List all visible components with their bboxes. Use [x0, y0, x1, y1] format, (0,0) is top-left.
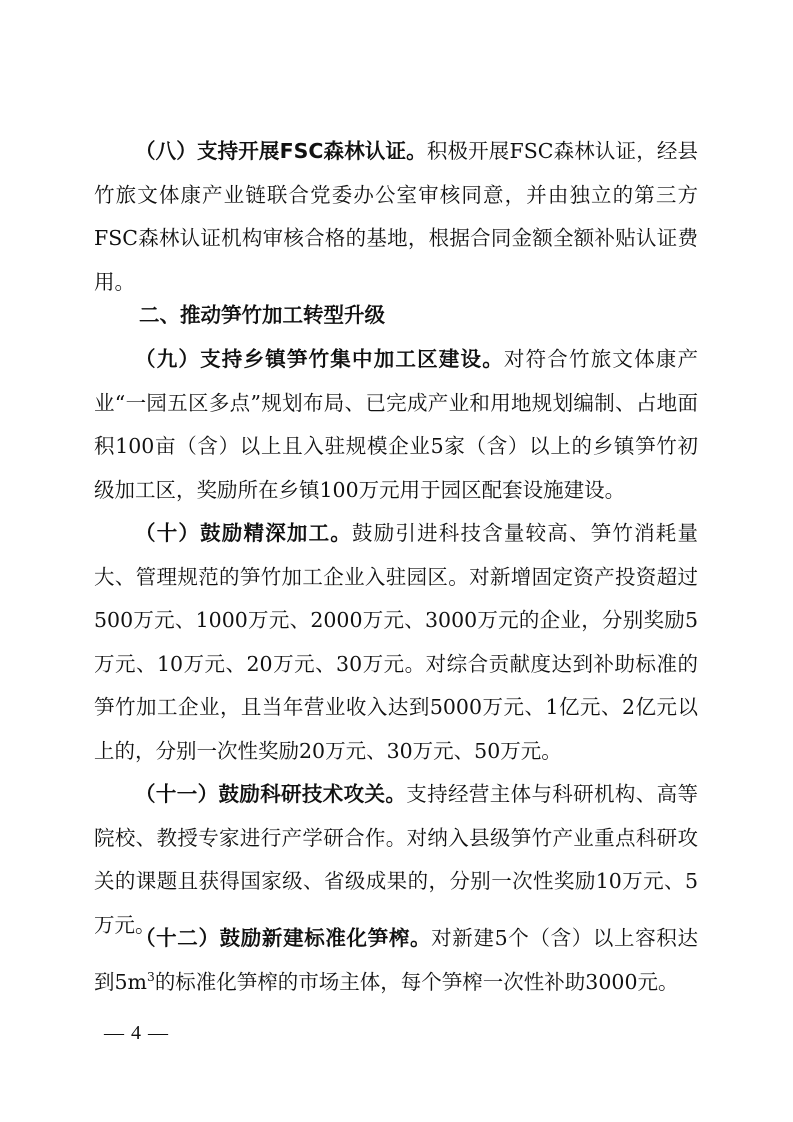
- paragraph-9-lead: （九）支持乡镇笋竹集中加工区建设。: [135, 347, 504, 371]
- paragraph-12-body-after: 的标准化笋榨的市场主体，每个笋榨一次性补助3000元。: [154, 969, 679, 994]
- paragraph-8-body: 积极开展FSC森林认证，经县竹旅文体康产业链联合党委办公室审核同意，并由独立的第三方FSC森林认证机构审核合格的基地，根据合同金额全额补贴认证费用。: [94, 139, 699, 294]
- superscript-3: 3: [146, 969, 155, 984]
- paragraph-10-lead: （十）鼓励精深加工。: [135, 521, 352, 545]
- paragraph-9: [94, 338, 698, 512]
- page-number: — 4 —: [104, 1022, 169, 1044]
- paragraph-10: [94, 512, 698, 773]
- paragraph-8: [94, 130, 698, 304]
- paragraph-12-body-before: 对新建5个（含）以上容积达到5m: [94, 926, 699, 994]
- paragraph-10-body: 鼓励引进科技含量较高、笋竹消耗量大、管理规范的笋竹加工企业入驻园区。对新增固定资产投资超过500万元、1000万元、2000万元、3000万元的企业，分别奖励5万元、10万元、20万元、30万元。对综合贡献度达到补助标准的笋竹加工企业，且当年营业收入达到5000万元、1亿元、2亿元以上的，分别一次性奖励20万元、30万元、50万元。: [94, 521, 698, 763]
- paragraph-11-body: 支持经营主体与科研机构、高等院校、教授专家进行产学研合作。对纳入县级笋竹产业重点科研攻关的课题且获得国家级、省级成果的，分别一次性奖励10万元、5万元。: [94, 782, 698, 937]
- paragraph-11-lead: （十一）鼓励科研技术攻关。: [135, 782, 407, 806]
- paragraph-12-lead: （十二）鼓励新建标准化笋榨。: [135, 926, 432, 950]
- paragraph-8-lead: （八）支持开展FSC森林认证。: [135, 139, 427, 163]
- paragraph-9-body: 对符合竹旅文体康产业“一园五区多点”规划布局、已完成产业和用地规划编制、占地面积100亩（含）以上且入驻规模企业5家（含）以上的乡镇笋竹初级加工区，奖励所在乡镇100万元用于园区配套设施建设。: [94, 347, 699, 502]
- paragraph-12: [94, 917, 698, 1004]
- section-heading-2: 二、推动笋竹加工转型升级: [139, 303, 385, 327]
